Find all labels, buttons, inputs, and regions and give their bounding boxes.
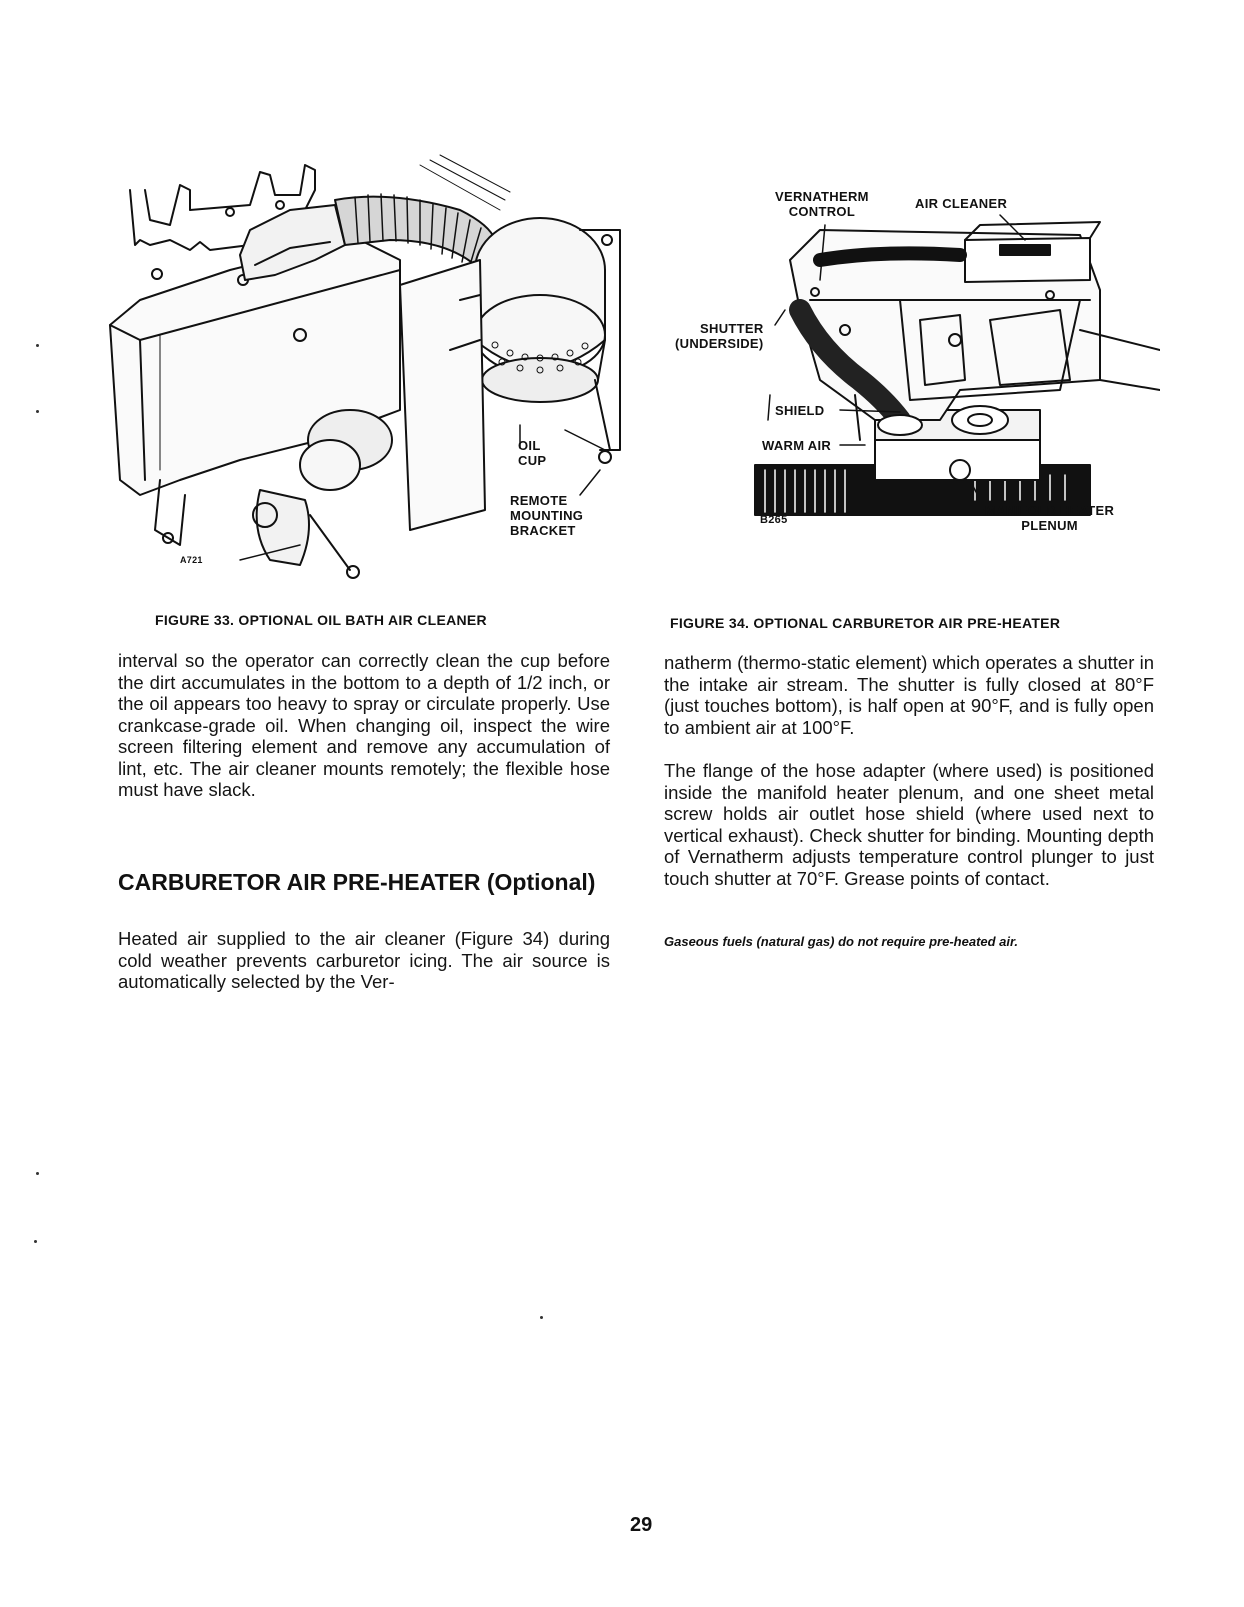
hose-adapter-text: The flange of the hose adapter (where used) is positioned inside the manifold heater plenum, and one sheet metal screw holds air outlet hose shield (where used next to vertical exhaust). Check shutter for binding. Mounting depth of Vernatherm adjusts temperature control plunger to just touch shutter at 70°F. Grease points of contact. — [664, 760, 1154, 889]
maintenance-interval-text: interval so the operator can correctly clean the cup before the dirt accumulates in the bottom to a depth of 1/2 inch, or the oil appears too heavy to spray or circulate properly. Use crankcase-grade oil. When changing oil, inspect the wire screen filtering element and remove any accumulation of lint, etc. The air cleaner mounts remotely; the flexible hose must have slack. — [118, 650, 610, 800]
scan-speck — [36, 344, 39, 347]
manifold-heater-plenum-label: MANIFOLD HEATER PLENUM — [985, 503, 1115, 533]
vernatherm-operation-text: natherm (thermo-static element) which operates a shutter in the intake air stream. The shutter is fully closed at 80°F (just touches bottom), is half open at 90°F, and is fully open to ambient air at 100°F. — [664, 652, 1154, 738]
figure-33 — [100, 150, 640, 580]
left-paragraph-1 — [118, 650, 610, 801]
gaseous-fuels-note: Gaseous fuels (natural gas) do not require pre-heated air. — [664, 934, 1018, 949]
shield-label: SHIELD — [775, 403, 825, 418]
right-paragraph-1 — [664, 652, 1154, 738]
vernatherm-control-label: VERNATHERM CONTROL — [775, 189, 869, 219]
left-paragraph-2 — [118, 928, 610, 993]
section-heading: CARBURETOR AIR PRE-HEATER (Optional) — [118, 869, 596, 895]
oil-cup-label: OIL CUP — [518, 438, 547, 468]
scan-speck — [540, 1316, 543, 1319]
page-number: 29 — [630, 1514, 653, 1536]
figure-34 — [660, 180, 1160, 550]
shutter-underside-label: SHUTTER (UNDERSIDE) — [675, 321, 764, 351]
drawing-number-b265: B265 — [760, 514, 788, 526]
figure-34-caption: FIGURE 34. OPTIONAL CARBURETOR AIR PRE-HEATER — [670, 615, 1061, 631]
remote-bracket-label: REMOTE MOUNTING BRACKET — [510, 493, 584, 538]
warm-air-label: WARM AIR — [762, 438, 832, 453]
scan-speck — [34, 1240, 37, 1243]
air-cleaner-label: AIR CLEANER — [915, 196, 1008, 211]
scan-speck — [36, 1172, 39, 1175]
drawing-number-a721: A721 — [180, 555, 203, 565]
scan-speck — [36, 410, 39, 413]
figure-33-caption: FIGURE 33. OPTIONAL OIL BATH AIR CLEANER — [155, 612, 487, 628]
carburetor-air-preheater-illustration — [660, 180, 1160, 550]
preheater-intro-text: Heated air supplied to the air cleaner (Figure 34) during cold weather prevents carburetor icing. The air source is automatically selected by the Ver- — [118, 928, 610, 992]
right-paragraph-2 — [664, 760, 1154, 889]
